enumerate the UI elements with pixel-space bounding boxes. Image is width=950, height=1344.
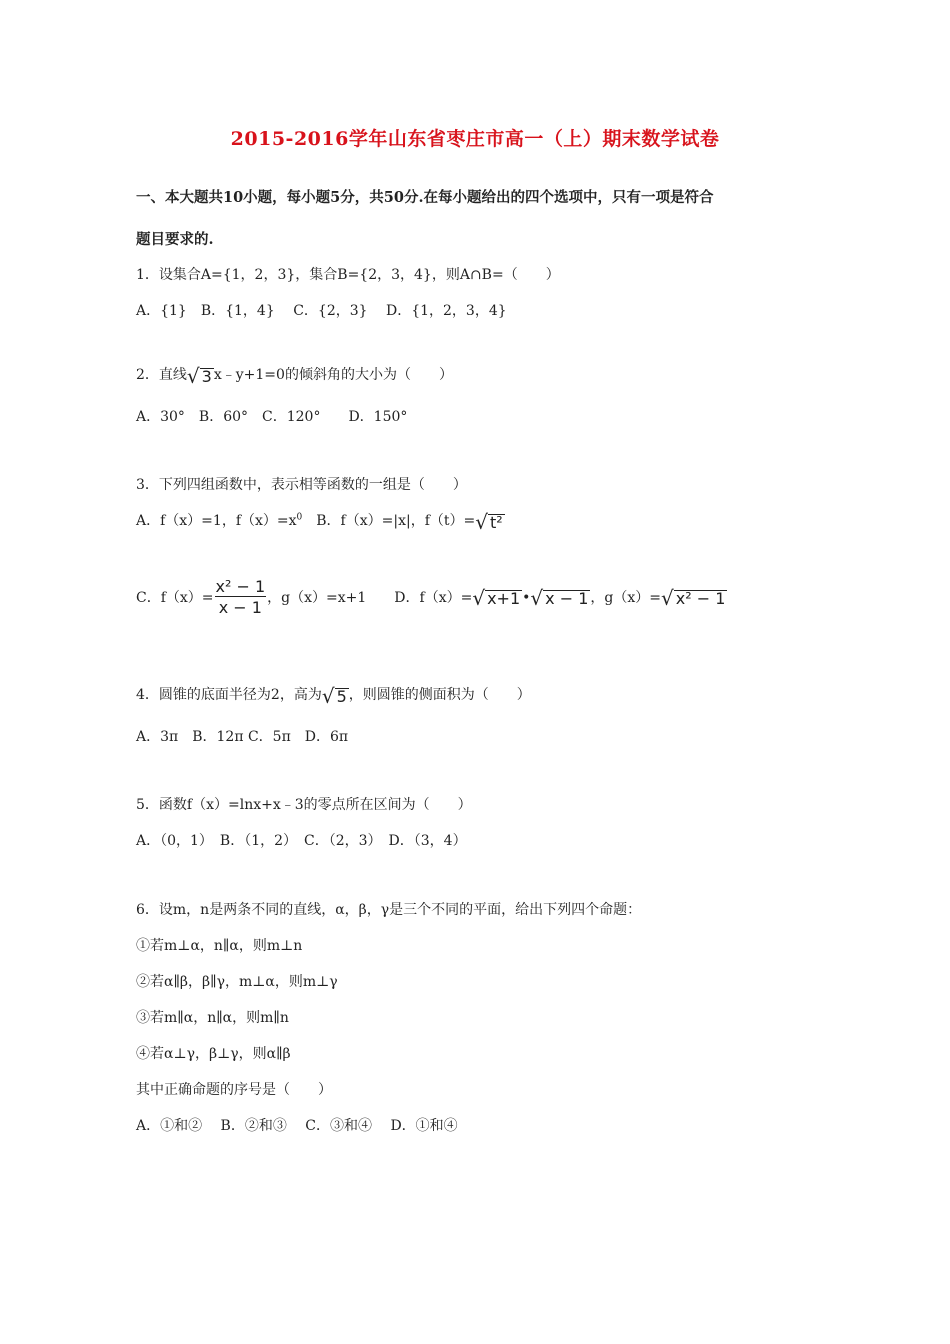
sqrt-expression: √ x+1	[472, 586, 521, 611]
option-c-text: C．f（x）=	[136, 589, 214, 606]
question-2-options: A．30° B．60° C．120° D．150°	[136, 409, 408, 425]
sqrt-argument: 3	[201, 366, 212, 386]
proposition-3: ③若m∥α，n∥α，则m∥n	[136, 1010, 289, 1026]
question-6-ask: 其中正确命题的序号是（ ）	[136, 1082, 332, 1098]
question-4-stem-part: ，则圆锥的侧面积为（ ）	[348, 687, 531, 703]
sqrt-argument: x+1	[487, 589, 521, 609]
option-a-text: A．f（x）=1，f（x）=x	[136, 513, 297, 529]
fraction-numerator: x² − 1	[215, 577, 266, 596]
proposition-2: ②若α∥β，β∥γ，m⊥α，则m⊥γ	[136, 974, 338, 990]
question-5-options: A．（0，1） B．（1，2） C．（2，3） D．（3，4）	[136, 833, 467, 849]
question-1-stem: 1．设集合A={1，2，3}，集合B={2，3，4}，则A∩B=（ ）	[136, 267, 560, 283]
question-4-stem	[136, 683, 531, 708]
question-2-stem-part: x﹣y+1=0的倾斜角的大小为（ ）	[213, 367, 453, 383]
question-5-stem: 5．函数f（x）=lnx+x﹣3的零点所在区间为（ ）	[136, 797, 472, 813]
sqrt-argument: 5	[336, 686, 347, 706]
exam-title: 2015-2016学年山东省枣庄市高一（上）期末数学试卷	[230, 128, 720, 150]
option-d-text: ，g（x）=x+1 D．f（x）=	[267, 589, 473, 606]
question-4-stem-part: 4．圆锥的底面半径为2，高为	[136, 687, 322, 703]
sqrt-expression: √ 3	[186, 363, 212, 388]
fraction	[214, 578, 268, 618]
sqrt-argument: t²	[489, 512, 503, 532]
option-d-text-cont: ，g（x）=	[590, 589, 661, 606]
sqrt-expression: √ x² − 1	[660, 586, 726, 611]
sqrt-expression: √ 5	[321, 683, 347, 708]
option-b-text: B．f（x）=|x|，f（t）=	[302, 513, 476, 529]
proposition-1: ①若m⊥α，n∥α，则m⊥n	[136, 938, 303, 954]
question-6-options: A．①和② B．②和③ C．③和④ D．①和④	[136, 1118, 458, 1134]
question-2-stem	[136, 363, 453, 388]
question-2-stem-part: 2．直线	[136, 367, 187, 383]
question-3-options-cd	[136, 578, 727, 618]
question-6-stem: 6．设m，n是两条不同的直线，α，β，γ是三个不同的平面，给出下列四个命题：	[136, 902, 642, 918]
question-1-options: A．{1} B．{1，4} C．{2，3} D．{1，2，3，4}	[136, 303, 507, 319]
question-3-options-ab	[136, 509, 505, 534]
multiply-dot: •	[522, 589, 531, 606]
sqrt-expression: √ t²	[475, 509, 503, 534]
section-heading-cont: 题目要求的.	[136, 231, 214, 248]
superscript: 0	[296, 512, 303, 523]
question-4-options: A．3π B．12π C．5π D．6π	[136, 729, 349, 745]
fraction-denominator: x − 1	[215, 596, 266, 617]
sqrt-argument: x − 1	[545, 589, 589, 609]
section-heading: 一、本大题共10小题，每小题5分，共50分.在每小题给出的四个选项中，只有一项是符合	[136, 189, 714, 206]
sqrt-argument: x² − 1	[675, 589, 726, 609]
proposition-4: ④若α⊥γ，β⊥γ，则α∥β	[136, 1046, 291, 1062]
question-3-stem: 3．下列四组函数中，表示相等函数的一组是（ ）	[136, 477, 467, 493]
sqrt-expression: √ x − 1	[530, 586, 589, 611]
